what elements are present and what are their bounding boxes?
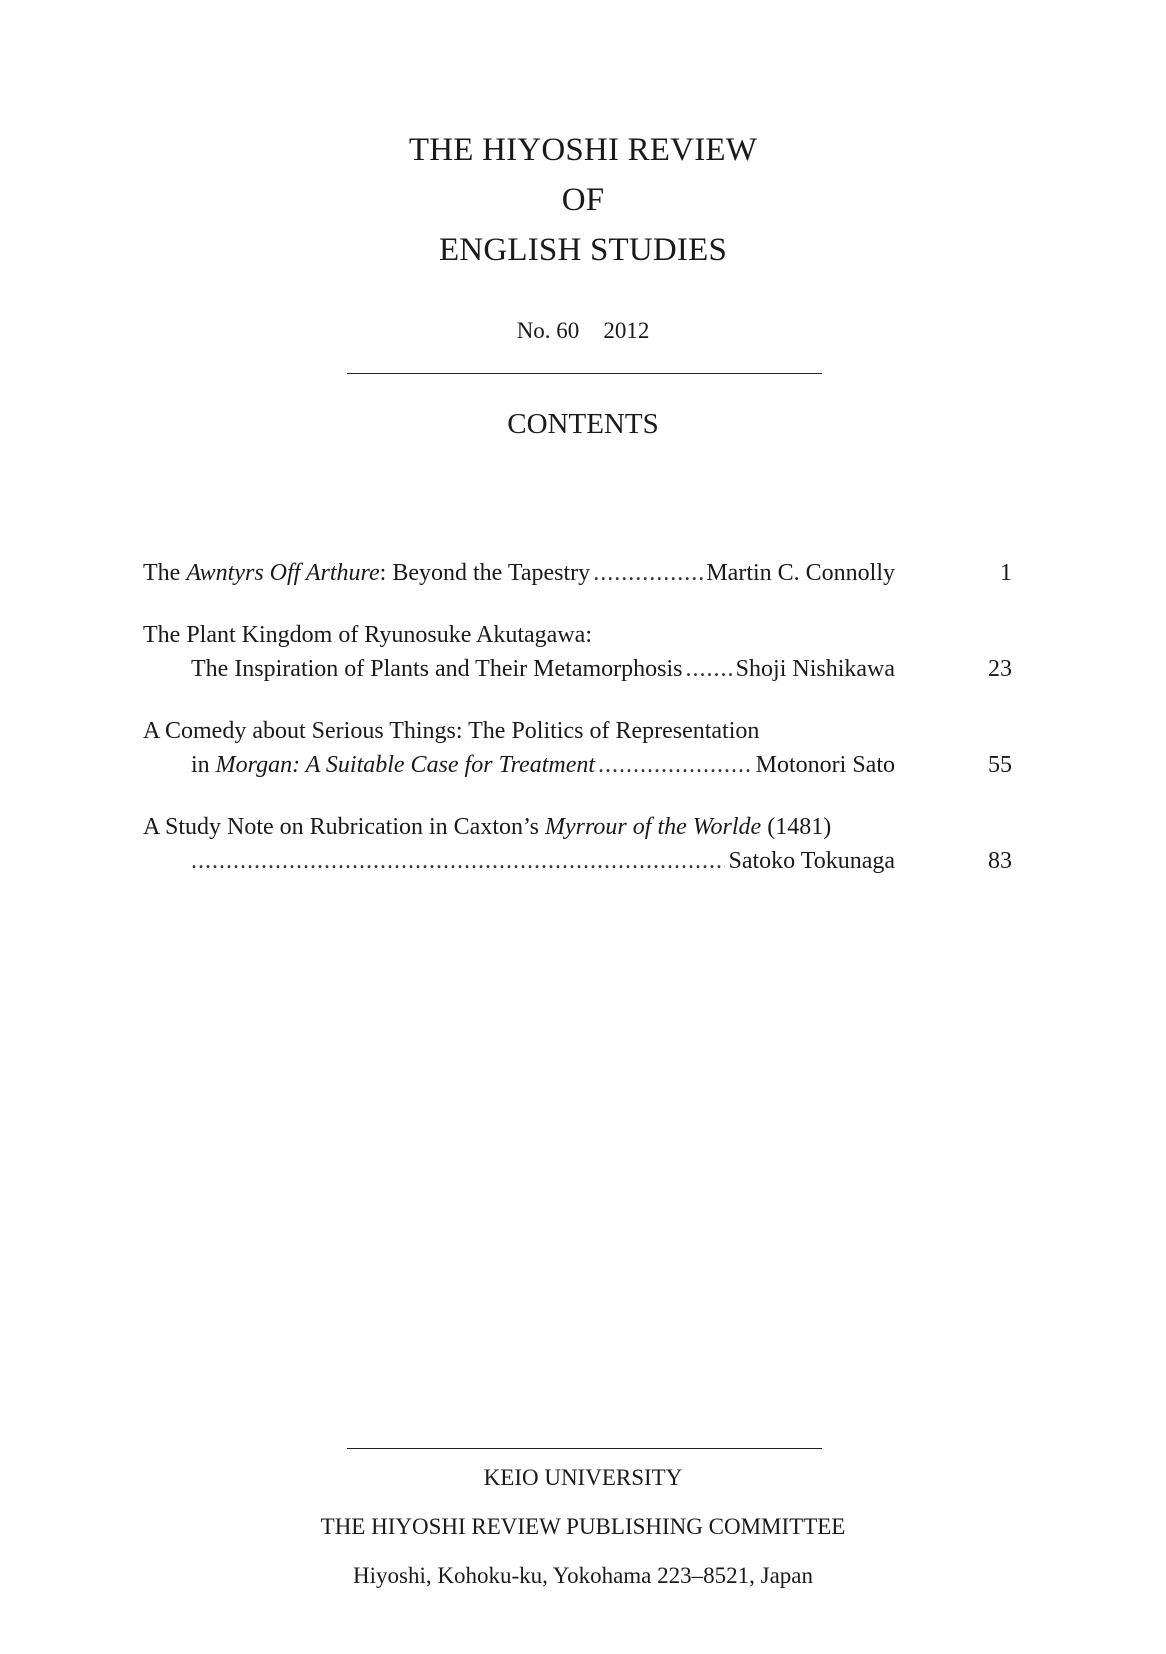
- issue-line: [0, 318, 1166, 344]
- toc-entry-2-author: Shoji Nishikawa: [735, 656, 895, 682]
- toc-entry-4-title-line-1[interactable]: [143, 812, 831, 842]
- toc-entry-3[interactable]: [191, 750, 895, 780]
- bottom-divider: [347, 1448, 822, 1449]
- issue-number: No. 60: [516, 318, 580, 343]
- toc-entry-4-title-suffix: (1481): [761, 814, 832, 840]
- toc-entry-3-page: 55: [988, 752, 1012, 778]
- leader-dots: [685, 654, 732, 684]
- toc-entry-1-title: [143, 558, 590, 588]
- contents-heading: CONTENTS: [507, 408, 659, 440]
- toc-entry-4-title-italic: Myrrour of the Worlde: [545, 814, 762, 840]
- toc-entry-1-title-prefix: The: [143, 560, 187, 586]
- toc-entry-1-title-suffix: : Beyond the Tapestry: [379, 560, 591, 586]
- toc-entry-4-page: 83: [988, 848, 1012, 874]
- toc-entry-4[interactable]: [191, 846, 895, 876]
- journal-title-line-1: THE HIYOSHI REVIEW: [408, 132, 758, 168]
- leader-dots: [598, 750, 753, 780]
- toc-entry-1-title-italic: Awntyrs Off Arthure: [186, 560, 380, 586]
- toc-entry-2-title-line-2: The Inspiration of Plants and Their Metamorphosis: [191, 656, 683, 682]
- toc-entry-1-author: Martin C. Connolly: [706, 560, 895, 586]
- toc-entry-3-title-line-2: [191, 750, 595, 780]
- toc-entry-2-page: 23: [988, 656, 1012, 682]
- toc-entry-4-author: Satoko Tokunaga: [728, 848, 895, 874]
- leader-dots: [593, 558, 703, 588]
- toc-entry-3-title-italic: Morgan: A Suitable Case for Treatment: [215, 752, 596, 778]
- toc-entry-1[interactable]: [143, 558, 895, 588]
- toc-entry-4-title-prefix: A Study Note on Rubrication in Caxton’s: [143, 814, 545, 840]
- publisher-committee: THE HIYOSHI REVIEW PUBLISHING COMMITTEE: [320, 1514, 846, 1539]
- toc-entry-2-title-line-1[interactable]: The Plant Kingdom of Ryunosuke Akutagawa:: [143, 622, 592, 648]
- journal-title-line-3: ENGLISH STUDIES: [438, 232, 728, 268]
- journal-title-line-2: OF: [561, 182, 605, 218]
- toc-entry-3-author: Motonori Sato: [755, 752, 895, 778]
- toc-entry-3-title-prefix: in: [191, 752, 216, 778]
- leader-dots: [191, 846, 725, 876]
- top-divider: [347, 373, 822, 374]
- toc-entry-2[interactable]: [191, 654, 895, 684]
- publisher-address: Hiyoshi, Kohoku-ku, Yokohama 223–8521, Japan: [353, 1563, 813, 1588]
- toc-entry-1-page: 1: [1000, 560, 1012, 586]
- toc-entry-3-title-line-1[interactable]: A Comedy about Serious Things: The Politics of Representation: [143, 718, 760, 744]
- issue-year: 2012: [603, 318, 650, 343]
- publisher-university: KEIO UNIVERSITY: [483, 1465, 683, 1490]
